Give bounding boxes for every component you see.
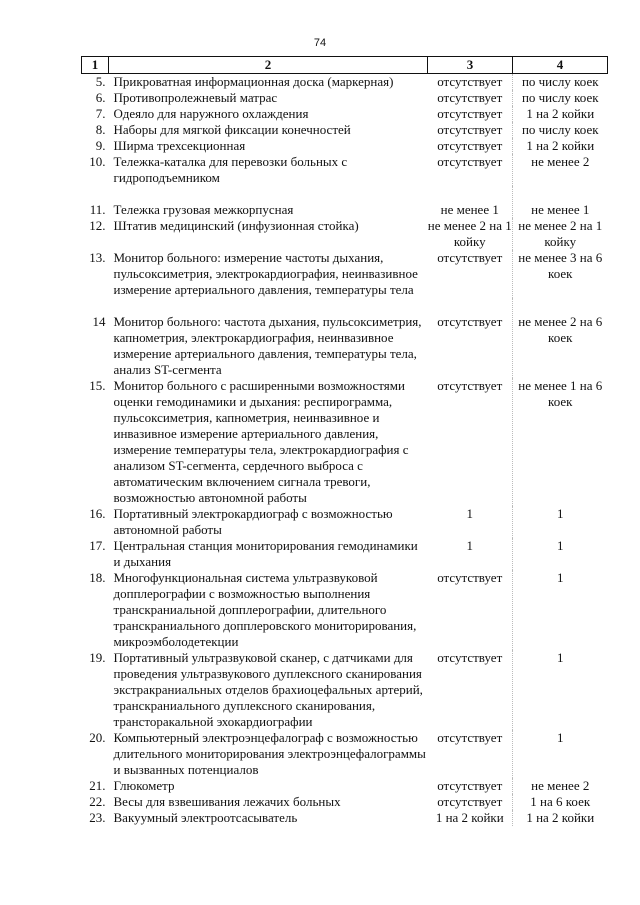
row-number: 5.: [95, 74, 106, 89]
row-col3: отсутствует: [428, 794, 513, 810]
table-row: [82, 218, 608, 250]
table-row: [82, 138, 608, 154]
row-name: Монитор больного: измерение частоты дыхания, пульсоксиметрия, электрокардиография, неинвазивное измерение артериального давления, температуры тела: [113, 250, 418, 297]
row-col3: отсутствует: [428, 250, 513, 298]
row-col3: отсутствует: [428, 122, 513, 138]
row-number: 8.: [95, 122, 106, 137]
row-number: 12.: [89, 218, 106, 233]
row-name: Глюкометр: [113, 778, 175, 793]
row-col3: отсутствует: [428, 154, 513, 186]
table-row: [82, 730, 608, 778]
table-row: [82, 650, 608, 730]
row-col4: не менее 2: [531, 154, 590, 169]
row-number: 21.: [89, 778, 106, 793]
row-number: 15.: [89, 378, 106, 393]
row-name: Штатив медицинский (инфузионная стойка): [113, 218, 359, 233]
table-row: [82, 186, 608, 218]
row-number: 11.: [89, 202, 106, 217]
table-header-row: [82, 57, 608, 74]
row-col3: 1: [428, 506, 513, 538]
row-col4: по числу коек: [521, 90, 599, 105]
row-col3: отсутствует: [428, 106, 513, 122]
row-number: 16.: [89, 506, 106, 521]
row-col4: по числу коек: [521, 74, 599, 89]
table-row: [82, 154, 608, 186]
table-row: [82, 250, 608, 298]
row-col3: отсутствует: [428, 90, 513, 106]
table-row: [82, 506, 608, 538]
row-col3: отсутствует: [428, 570, 513, 650]
row-number: 13.: [89, 250, 106, 265]
row-col3: 1 на 2 койки: [428, 810, 513, 826]
row-number: 23.: [89, 810, 106, 825]
table-row: [82, 538, 608, 570]
row-col4: 1 на 2 койки: [526, 106, 595, 121]
row-name: Многофункциональная система ультразвуковой допплерографии с возможностью выполнения транскраниальной допплерографии, длительного транскраниального допплеровского мониторирования, микроэмболодетекции: [113, 570, 417, 649]
row-col3: не менее 1: [428, 186, 513, 218]
page-number: 74: [313, 37, 327, 49]
table-row: [82, 778, 608, 794]
row-number: 19.: [89, 650, 106, 665]
row-name: Монитор больного: частота дыхания, пульсоксиметрия, капнометрия, электрокардиография, неинвазивное измерение артериального давления, температуры тела, анализ ST-сегмента: [113, 314, 422, 377]
table-row: [82, 122, 608, 138]
row-name: Противопролежневый матрас: [113, 90, 278, 105]
row-col4: 1: [557, 650, 564, 665]
row-name: Весы для взвешивания лежачих больных: [113, 794, 341, 809]
row-col4: 1: [557, 730, 564, 745]
row-number: 7.: [95, 106, 106, 121]
table-row: [82, 298, 608, 378]
table-row: [82, 570, 608, 650]
row-col3: отсутствует: [428, 778, 513, 794]
row-name: Монитор больного с расширенными возможностями оценки гемодинамики и дыхания: респирограмма, пульсоксиметрия, капнометрия, неинвазивное и инвазивное измерение артериального давления, измерение температуры тела, электрокардиография с анализом ST-сегмента, сердечного выброса с автоматическим включением сигнала тревоги, возможностью автономной работы: [113, 378, 409, 505]
header-col-4: 4: [513, 57, 608, 74]
row-number: 14: [92, 314, 106, 329]
row-name: Компьютерный электроэнцефалограф с возможностью длительного мониторирования электроэнцефалограммы и вызванных потенциалов: [113, 730, 426, 777]
row-number: 17.: [89, 538, 106, 553]
row-name: Прикроватная информационная доска (маркерная): [113, 74, 394, 89]
row-col4: 1: [557, 538, 564, 553]
row-name: Тележка грузовая межкорпусная: [113, 202, 294, 217]
row-col3: отсутствует: [428, 298, 513, 378]
row-col4: не менее 2 на 1 койку: [518, 218, 603, 249]
row-col4: 1 на 6 коек: [530, 794, 591, 809]
header-col-3: 3: [428, 57, 513, 74]
row-number: 20.: [89, 730, 106, 745]
row-number: 9.: [95, 138, 106, 153]
row-col4: 1: [557, 506, 564, 521]
row-col4: не менее 2 на 6 коек: [518, 314, 603, 345]
row-name: Портативный ультразвуковой сканер, с датчиками для проведения ультразвукового дуплексного сканирования экстракраниальных отделов брахиоцефальных артерий, транскраниального дуплексного сканирования, трансторакальной эхокардиографии: [113, 650, 423, 729]
table-row: [82, 90, 608, 106]
row-number: 18.: [89, 570, 106, 585]
table-row: [82, 378, 608, 506]
row-col3: отсутствует: [428, 650, 513, 730]
row-name: Вакуумный электроотсасыватель: [113, 810, 298, 825]
row-name: Ширма трехсекционная: [113, 138, 246, 153]
row-col4: 1: [557, 570, 564, 585]
row-col4: 1 на 2 койки: [526, 810, 595, 825]
table-row: [82, 794, 608, 810]
row-col4: не менее 3 на 6 коек: [518, 250, 603, 281]
row-col3: отсутствует: [428, 138, 513, 154]
table-row: [82, 106, 608, 122]
row-col3: отсутствует: [428, 74, 513, 91]
row-col4: по числу коек: [521, 122, 599, 137]
row-col4: 1 на 2 койки: [526, 138, 595, 153]
row-number: 10.: [89, 154, 106, 169]
header-col-1: 1: [82, 57, 109, 74]
row-number: 22.: [89, 794, 106, 809]
row-name: Наборы для мягкой фиксации конечностей: [113, 122, 351, 137]
row-col3: 1: [428, 538, 513, 570]
row-name: Одеяло для наружного охлаждения: [113, 106, 309, 121]
equipment-table: [81, 56, 608, 826]
row-col4: не менее 1: [531, 202, 590, 217]
row-col3: не менее 2 на 1 койку: [427, 218, 512, 249]
row-name: Портативный электрокардиограф с возможностью автономной работы: [113, 506, 393, 537]
row-name: Центральная станция мониторирования гемодинамики и дыхания: [113, 538, 418, 569]
row-name: Тележка-каталка для перевозки больных с гидроподъемником: [113, 154, 348, 185]
row-col4: не менее 1 на 6 коек: [518, 378, 603, 409]
table-row: [82, 74, 608, 91]
row-col4: не менее 2: [531, 778, 590, 793]
header-col-2: 2: [109, 57, 428, 74]
table-row: [82, 810, 608, 826]
row-col3: отсутствует: [428, 730, 513, 778]
row-number: 6.: [95, 90, 106, 105]
row-col3: отсутствует: [428, 378, 513, 506]
